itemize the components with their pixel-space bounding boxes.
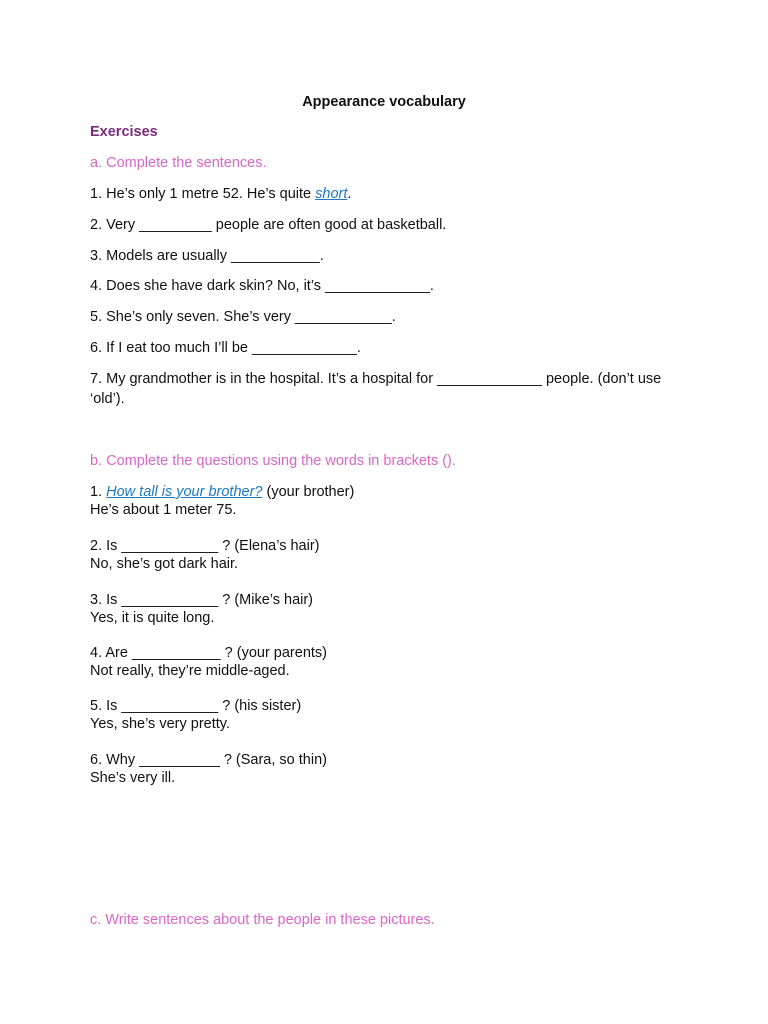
section-a-heading: a. Complete the sentences. [90,155,267,171]
answer-link[interactable]: short [315,186,348,202]
item-text: (your brother) [262,484,355,500]
section-a-item-6: 6. If I eat too much I’ll be _____________. [90,340,361,356]
item-text: 1. [90,484,107,500]
document-title: Appearance vocabulary [302,94,466,110]
answer-link[interactable]: How tall is your brother? [106,484,263,500]
item-text: 1. He’s only 1 metre 52. He’s quite [90,186,316,202]
section-b-item-5-question: 5. Is ____________ ? (his sister) [90,698,302,714]
document-page [90,0,680,1024]
section-b-heading: b. Complete the questions using the words in brackets (). [90,453,456,469]
section-b-item-5-reply: Yes, she’s very pretty. [90,716,230,732]
exercises-heading: Exercises [90,124,158,140]
section-a-item-5: 5. She’s only seven. She’s very ____________. [90,309,396,325]
section-b-item-1-reply: He’s about 1 meter 75. [90,502,237,518]
section-b-item-2-reply: No, she’s got dark hair. [90,556,239,572]
item-text: . [347,186,352,202]
section-a-item-3: 3. Models are usually ___________. [90,248,324,264]
section-b-item-2-question: 2. Is ____________ ? (Elena’s hair) [90,538,320,554]
section-b-item-1-question [90,482,680,502]
section-a-item-1 [90,184,680,204]
section-b-item-3-reply: Yes, it is quite long. [90,610,215,626]
section-b-item-4-question: 4. Are ___________ ? (your parents) [90,645,327,661]
section-a-item-7: 7. My grandmother is in the hospital. It’s a hospital for _____________ people. (don’t use ‘old’). [90,371,662,407]
section-b-item-4-reply: Not really, they’re middle-aged. [90,663,290,679]
section-a-item-2: 2. Very _________ people are often good at basketball. [90,217,447,233]
section-a-item-4: 4. Does she have dark skin? No, it’s _____________. [90,278,434,294]
section-b-item-3-question: 3. Is ____________ ? (Mike’s hair) [90,592,314,608]
section-b-item-6-question: 6. Why __________ ? (Sara, so thin) [90,752,327,768]
section-c-heading: c. Write sentences about the people in these pictures. [90,912,435,928]
section-b-item-6-reply: She’s very ill. [90,770,176,786]
